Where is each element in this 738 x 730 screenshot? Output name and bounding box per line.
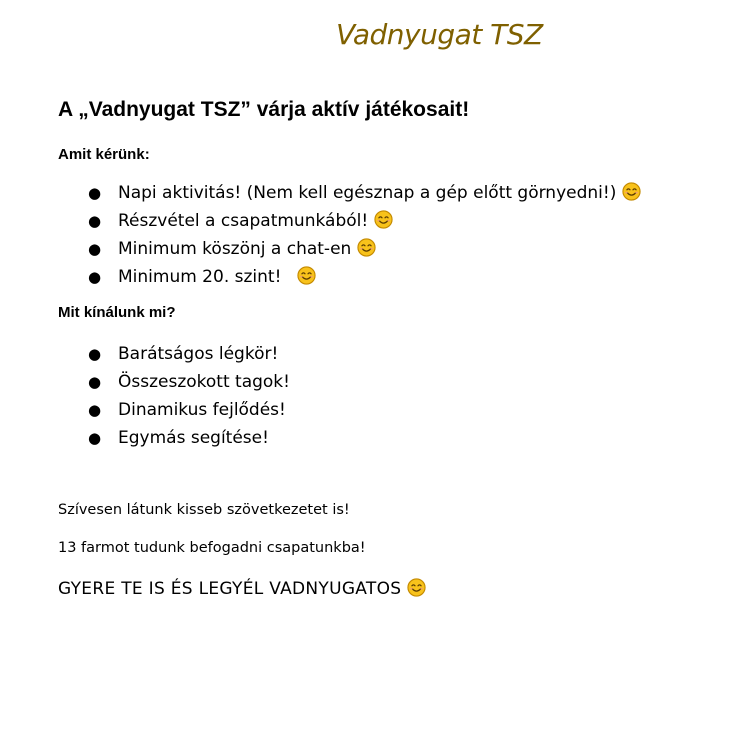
- requirement-text: Napi aktivitás! (Nem kell egésznap a gép előtt görnyedni!): [118, 183, 617, 203]
- bullet-icon: ●: [88, 240, 102, 258]
- paragraph-farm-capacity: 13 farmot tudunk befogadni csapatunkba!: [58, 540, 366, 556]
- paragraph-smaller-cooperatives: Szívesen látunk kisseb szövetkezetet is!: [58, 502, 350, 518]
- requirements-label: Amit kérünk:: [58, 146, 150, 163]
- smiley-icon: [357, 238, 376, 257]
- smiley-icon: [297, 266, 316, 285]
- bullet-icon: ●: [88, 268, 102, 286]
- bullet-icon: ●: [88, 401, 102, 419]
- document-title: Vadnyugat TSZ: [336, 18, 543, 51]
- bullet-icon: ●: [88, 373, 102, 391]
- offers-label: Mit kínálunk mi?: [58, 304, 176, 321]
- requirement-text: Minimum 20. szint!: [118, 267, 287, 287]
- requirement-text: Részvétel a csapatmunkából!: [118, 211, 369, 231]
- bullet-icon: ●: [88, 429, 102, 447]
- offer-text: Barátságos légkör!: [118, 344, 279, 364]
- document-heading: A „Vadnyugat TSZ” várja aktív játékosait!: [58, 98, 470, 121]
- bullet-icon: ●: [88, 212, 102, 230]
- smiley-icon: [407, 578, 426, 597]
- offer-text: Összeszokott tagok!: [118, 372, 290, 392]
- requirement-text: Minimum köszönj a chat-en: [118, 239, 352, 259]
- closing-text: GYERE TE IS ÉS LEGYÉL VADNYUGATOS: [58, 579, 402, 599]
- bullet-icon: ●: [88, 184, 102, 202]
- smiley-icon: [374, 210, 393, 229]
- smiley-icon: [622, 182, 641, 201]
- offer-text: Dinamikus fejlődés!: [118, 400, 286, 420]
- offer-text: Egymás segítése!: [118, 428, 269, 448]
- bullet-icon: ●: [88, 345, 102, 363]
- closing-line: [58, 578, 426, 599]
